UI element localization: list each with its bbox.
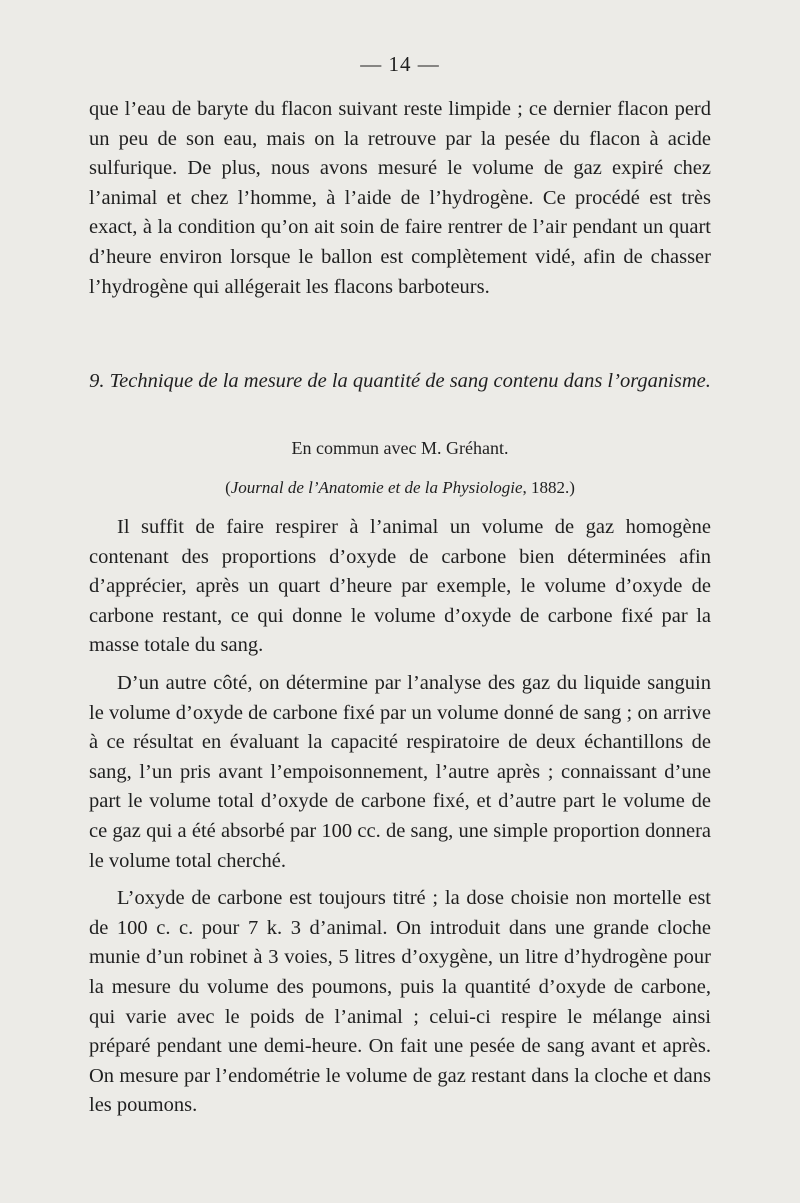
intro-block bbox=[89, 95, 711, 302]
body-paragraph-1: Il suffit de faire respirer à l’animal un volume de gaz homogène contenant des proportions d’oxyde de carbone bien déterminées afin d’apprécier, après un quart d’heure par exemple, le volume d’oxyde de carbone restant, ce qui donne le volume d’oxyde de carbone fixé par la masse totale du sang. bbox=[89, 516, 711, 657]
body-paragraph-2: D’un autre côté, on détermine par l’analyse des gaz du liquide sanguin le volume d’oxyde de carbone fixé par un volume donné de sang ; on arrive à ce résultat en évaluant la capacité respiratoire de deux échantillons de sang, l’un pris avant l’empoisonnement, l’autre après ; connaissant d’une part le volume total d’oxyde de carbone fixé, et d’autre part le volume de ce gaz qui a été absorbé par 100 cc. de sang, une simple proportion donnera le volume total cherché. bbox=[89, 671, 711, 872]
body-paragraph-3: L’oxyde de carbone est toujours titré ; la dose choisie non mortelle est de 100 c. c. pour 7 k. 3 d’animal. On introduit dans une grande cloche munie d’un robinet à 3 voies, 5 litres d’oxygène, un litre d’hydrogène pour la mesure du volume des poumons, puis la quantité d’oxyde de carbone, qui varie avec le poids de l’animal ; celui-ci respire le mélange ainsi préparé pendant une demi-heure. On fait une pesée de sang avant et après. On mesure par l’endométrie le volume de gaz restant dans la cloche et dans les poumons. bbox=[89, 887, 711, 1117]
intro-paragraph: que l’eau de baryte du flacon suivant reste limpide ; ce dernier flacon perd un peu de son eau, mais on la retrouve par la pesée du flacon à acide sulfurique. De plus, nous avons mesuré le volume de gaz expiré chez l’animal et chez l’homme, à l’aide de l’hydrogène. Ce procédé est très exact, à la condition qu’on ait soin de faire rentrer de l’air pendant un quart d’heure environ lorsque le ballon est complètement vidé, afin de chasser l’hydrogène qui allégerait les flacons barboteurs. bbox=[89, 98, 711, 298]
citation-journal: Journal de l’Anatomie et de la Physiologie bbox=[230, 478, 523, 497]
citation-year: , 1882. bbox=[522, 478, 570, 497]
collaboration-note: En commun avec M. Gréhant. bbox=[291, 438, 509, 458]
citation: (Journal de l’Anatomie et de la Physiologie, 1882.) bbox=[225, 478, 575, 497]
section-body bbox=[89, 513, 711, 1121]
page-number: — 14 — bbox=[360, 52, 440, 76]
section-title: 9. Technique de la mesure de la quantité de sang contenu dans l’organisme. bbox=[89, 370, 711, 392]
